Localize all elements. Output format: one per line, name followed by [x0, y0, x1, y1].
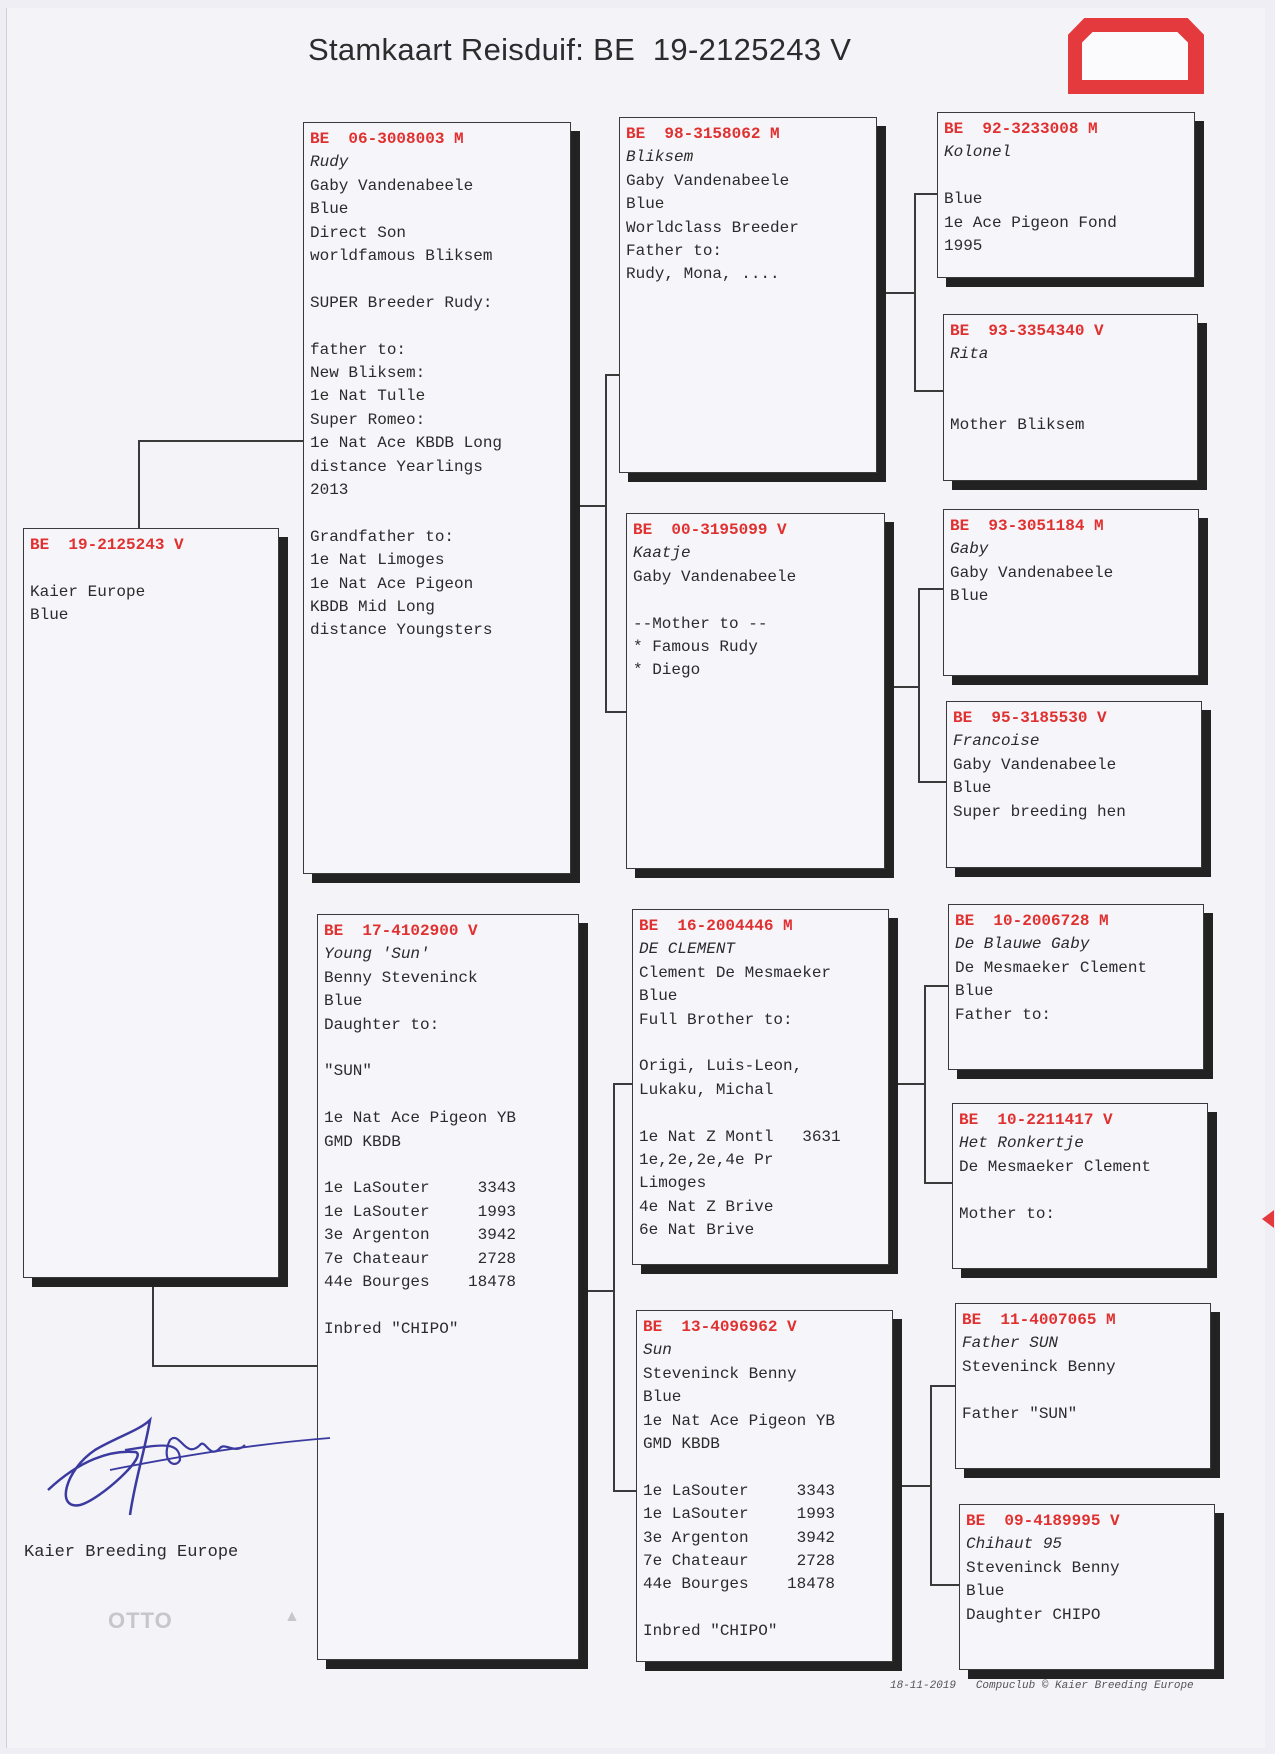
watermark-logo: OTTO	[108, 1608, 173, 1633]
connector	[918, 781, 948, 783]
pedigree-line: * Famous Rudy	[633, 638, 758, 657]
pedigree-line: Direct Son	[310, 223, 407, 242]
pedigree-line: Super Romeo:	[310, 410, 426, 429]
pedigree-line: 1995	[944, 237, 983, 256]
pedigree-line: 1e Nat Z Montl 3631	[639, 1127, 841, 1146]
ring-number: BE 92-3233008 M	[944, 120, 1098, 138]
pedigree-line	[950, 367, 1191, 390]
pedigree-box-sire	[303, 122, 571, 874]
pedigree-line: 7e Chateaur 2728	[643, 1552, 836, 1571]
pedigree-line: Steveninck Benny	[966, 1558, 1120, 1577]
pedigree-line: Father to:	[626, 242, 723, 261]
connector	[605, 374, 607, 712]
pedigree-line: SUPER Breeder Rudy:	[310, 293, 493, 312]
pedigree-line: 1e LaSouter 3343	[643, 1481, 836, 1500]
pedigree-line: 1e Nat Tulle	[310, 387, 426, 406]
connector	[918, 588, 945, 590]
pedigree-line: Gaby Vandenabeele	[950, 563, 1114, 582]
handwritten-signature	[40, 1390, 340, 1530]
pedigree-line: "SUN"	[324, 1062, 373, 1081]
pedigree-line: father to:	[310, 340, 407, 359]
pedigree-line: GMD KBDB	[324, 1132, 401, 1151]
ring-number: BE 06-3008003 M	[310, 130, 464, 148]
ring-number: BE 10-2006728 M	[955, 912, 1109, 930]
pedigree-line	[310, 268, 564, 291]
pedigree-line: distance Youngsters	[310, 621, 493, 640]
pedigree-line	[324, 1294, 572, 1317]
pedigree-line: Gaby Vandenabeele	[953, 755, 1117, 774]
connector	[924, 985, 926, 1183]
pedigree-line: 1e Ace Pigeon Fond	[944, 213, 1117, 232]
pedigree-line: 1e LaSouter 3343	[324, 1179, 517, 1198]
pedigree-line: Daughter CHIPO	[966, 1605, 1101, 1624]
pigeon-name: DE CLEMENT	[639, 940, 736, 959]
pigeon-name: Sun	[643, 1341, 672, 1360]
ring-number: BE 00-3195099 V	[633, 521, 787, 539]
pedigree-line: 4e Nat Z Brive	[639, 1197, 774, 1216]
pedigree-box-dam	[317, 914, 579, 1660]
connector	[588, 1290, 614, 1292]
connector	[138, 440, 311, 442]
pedigree-line: De Mesmaeker Clement	[959, 1157, 1152, 1176]
pigeon-name: Father SUN	[962, 1334, 1059, 1353]
pedigree-line: 7e Chateaur 2728	[324, 1249, 517, 1268]
pedigree-line: 1e Nat Limoges	[310, 551, 445, 570]
pedigree-line: Mother Bliksem	[950, 415, 1085, 434]
pigeon-name: Chihaut 95	[966, 1535, 1063, 1554]
pedigree-box-gen3-8	[959, 1504, 1215, 1670]
ring-number: BE 17-4102900 V	[324, 922, 478, 940]
pedigree-line: --Mother to --	[633, 614, 768, 633]
connector	[930, 1385, 957, 1387]
pedigree-line: 44e Bourges 18478	[324, 1273, 517, 1292]
pedigree-line: 3e Argenton 3942	[324, 1226, 517, 1245]
ring-number: BE 95-3185530 V	[953, 709, 1107, 727]
pigeon-name: Rudy	[310, 153, 349, 172]
ring-number: BE 09-4189995 V	[966, 1512, 1120, 1530]
pigeon-name: Bliksem	[626, 148, 694, 167]
pedigree-line: New Bliksem:	[310, 364, 426, 383]
pedigree-line	[643, 1456, 886, 1479]
pedigree-line	[310, 502, 564, 525]
pedigree-line	[959, 1179, 1201, 1202]
pedigree-line: Lukaku, Michal	[639, 1080, 774, 1099]
pedigree-box-subject	[23, 528, 279, 1278]
pigeon-name: De Blauwe Gaby	[955, 935, 1090, 954]
connector	[924, 985, 950, 987]
connector	[898, 1083, 926, 1085]
connector	[914, 193, 916, 391]
pigeon-name: Young 'Sun'	[324, 945, 430, 964]
pedigree-box-gen3-4	[946, 701, 1202, 868]
pedigree-line: 44e Bourges 18478	[643, 1575, 836, 1594]
pedigree-line: Blue	[639, 987, 678, 1006]
pedigree-line: Blue	[324, 992, 363, 1011]
pedigree-line: Limoges	[639, 1174, 707, 1193]
pedigree-line: Blue	[966, 1582, 1005, 1601]
pedigree-line: Blue	[944, 190, 983, 209]
pigeon-name: Kaatje	[633, 544, 691, 563]
connector	[930, 1385, 932, 1585]
pigeon-name: Francoise	[953, 732, 1040, 751]
pedigree-line: 1e LaSouter 1993	[643, 1505, 836, 1524]
pedigree-line: Father to:	[955, 1005, 1052, 1024]
pedigree-line	[324, 1084, 572, 1107]
connector	[930, 1584, 959, 1586]
pedigree-line: Gaby Vandenabeele	[310, 176, 474, 195]
pedigree-line: KBDB Mid Long	[310, 598, 435, 617]
pedigree-line: Benny Steveninck	[324, 968, 478, 987]
connector	[886, 292, 916, 294]
pedigree-line: Gaby Vandenabeele	[633, 567, 797, 586]
pedigree-line: Gaby Vandenabeele	[626, 171, 790, 190]
connector	[918, 588, 920, 782]
pedigree-line: 1e LaSouter 1993	[324, 1202, 517, 1221]
watermark-logo: ▲	[284, 1608, 301, 1625]
pedigree-box-gen3-1	[937, 112, 1195, 278]
connector	[613, 1083, 615, 1491]
pedigree-line: Mother to:	[959, 1204, 1056, 1223]
ring-number: BE 93-3354340 V	[950, 322, 1104, 340]
pedigree-line: Blue	[953, 779, 992, 798]
footer-credit: 18-11-2019 Compuclub © Kaier Breeding Europe	[890, 1680, 1194, 1692]
connector	[914, 390, 945, 392]
pedigree-line: Blue	[955, 982, 994, 1001]
pedigree-line: 1e,2e,2e,4e Pr	[639, 1151, 774, 1170]
pedigree-line: Rudy, Mona, ....	[626, 265, 780, 284]
ring-number: BE 16-2004446 M	[639, 917, 793, 935]
connector	[894, 686, 920, 688]
pedigree-line: Blue	[310, 200, 349, 219]
connector	[138, 440, 140, 528]
pedigree-line: Blue	[643, 1388, 682, 1407]
pedigree-line	[643, 1597, 886, 1620]
pedigree-line: Clement De Mesmaeker	[639, 963, 832, 982]
pedigree-line: Daughter to:	[324, 1015, 440, 1034]
pedigree-line: Steveninck Benny	[962, 1357, 1116, 1376]
pedigree-box-gen3-3	[943, 509, 1199, 676]
ring-number: BE 93-3051184 M	[950, 517, 1104, 535]
pedigree-line	[950, 390, 1191, 413]
pedigree-line: Inbred "CHIPO"	[324, 1319, 459, 1338]
pedigree-line: * Diego	[633, 661, 701, 680]
pedigree-line: De Mesmaeker Clement	[955, 958, 1148, 977]
ring-number: BE 19-2125243 V	[30, 536, 184, 554]
pedigree-line: Origi, Luis-Leon,	[639, 1057, 803, 1076]
pedigree-line	[633, 589, 878, 612]
connector	[152, 1286, 154, 1366]
pedigree-line: Full Brother to:	[639, 1010, 793, 1029]
pedigree-box-sire-sire	[619, 117, 877, 473]
pedigree-line: Blue	[626, 195, 665, 214]
pedigree-box-gen3-5	[948, 904, 1204, 1070]
pedigree-line: 6e Nat Brive	[639, 1221, 755, 1240]
ring-number: BE 98-3158062 M	[626, 125, 780, 143]
pedigree-box-gen3-6	[952, 1103, 1208, 1269]
pedigree-line	[962, 1379, 1204, 1402]
pedigree-box-sire-dam	[626, 513, 885, 869]
pedigree-line: Blue	[950, 587, 989, 606]
ring-number: BE 13-4096962 V	[643, 1318, 797, 1336]
pedigree-box-dam-dam	[636, 1310, 893, 1662]
pedigree-line: Inbred "CHIPO"	[643, 1622, 778, 1641]
pedigree-line: distance Yearlings	[310, 457, 483, 476]
ring-number: BE 10-2211417 V	[959, 1111, 1113, 1129]
pedigree-line: GMD KBDB	[643, 1435, 720, 1454]
pedigree-line	[310, 315, 564, 338]
pigeon-name: Het Ronkertje	[959, 1134, 1084, 1153]
pedigree-line	[639, 1102, 882, 1125]
pedigree-line: 1e Nat Ace Pigeon YB	[643, 1411, 836, 1430]
pigeon-name: Kaier Europe	[30, 582, 146, 601]
connector	[605, 711, 628, 713]
breeder-name: Kaier Breeding Europe	[24, 1543, 239, 1562]
pedigree-line: 1e Nat Ace Pigeon	[310, 574, 474, 593]
pedigree-box-gen3-7	[955, 1303, 1211, 1469]
connector	[580, 505, 606, 507]
pedigree-line: 3e Argenton 3942	[643, 1528, 836, 1547]
connector	[902, 1485, 932, 1487]
pedigree-line: 1e Nat Ace KBDB Long	[310, 434, 503, 453]
pedigree-line	[324, 1037, 572, 1060]
pedigree-line: 2013	[310, 481, 349, 500]
pedigree-line: Grandfather to:	[310, 527, 455, 546]
pedigree-box-dam-sire	[632, 909, 889, 1265]
pigeon-name: Gaby	[950, 540, 989, 559]
pedigree-line	[324, 1154, 572, 1177]
pedigree-line: Father "SUN"	[962, 1404, 1078, 1423]
pedigree-line	[944, 165, 1188, 188]
pigeon-name: Kolonel	[944, 143, 1012, 162]
pedigree-line: worldfamous Bliksem	[310, 247, 493, 266]
pedigree-line: Super breeding hen	[953, 802, 1126, 821]
pigeon-color: Blue	[30, 606, 69, 625]
pedigree-line: Steveninck Benny	[643, 1364, 797, 1383]
pedigree-line: 1e Nat Ace Pigeon YB	[324, 1109, 517, 1128]
pigeon-name: Rita	[950, 345, 989, 364]
connector	[914, 193, 939, 195]
pedigree-line: Worldclass Breeder	[626, 218, 799, 237]
pedigree-box-gen3-2	[943, 314, 1198, 481]
connector	[924, 1182, 954, 1184]
pedigree-line	[639, 1032, 882, 1055]
page-title: Stamkaart Reisduif: BE 19-2125243 V	[308, 32, 852, 67]
stamp-logo-inner	[1082, 32, 1188, 80]
connector	[152, 1365, 322, 1367]
ring-number: BE 11-4007065 M	[962, 1311, 1116, 1329]
